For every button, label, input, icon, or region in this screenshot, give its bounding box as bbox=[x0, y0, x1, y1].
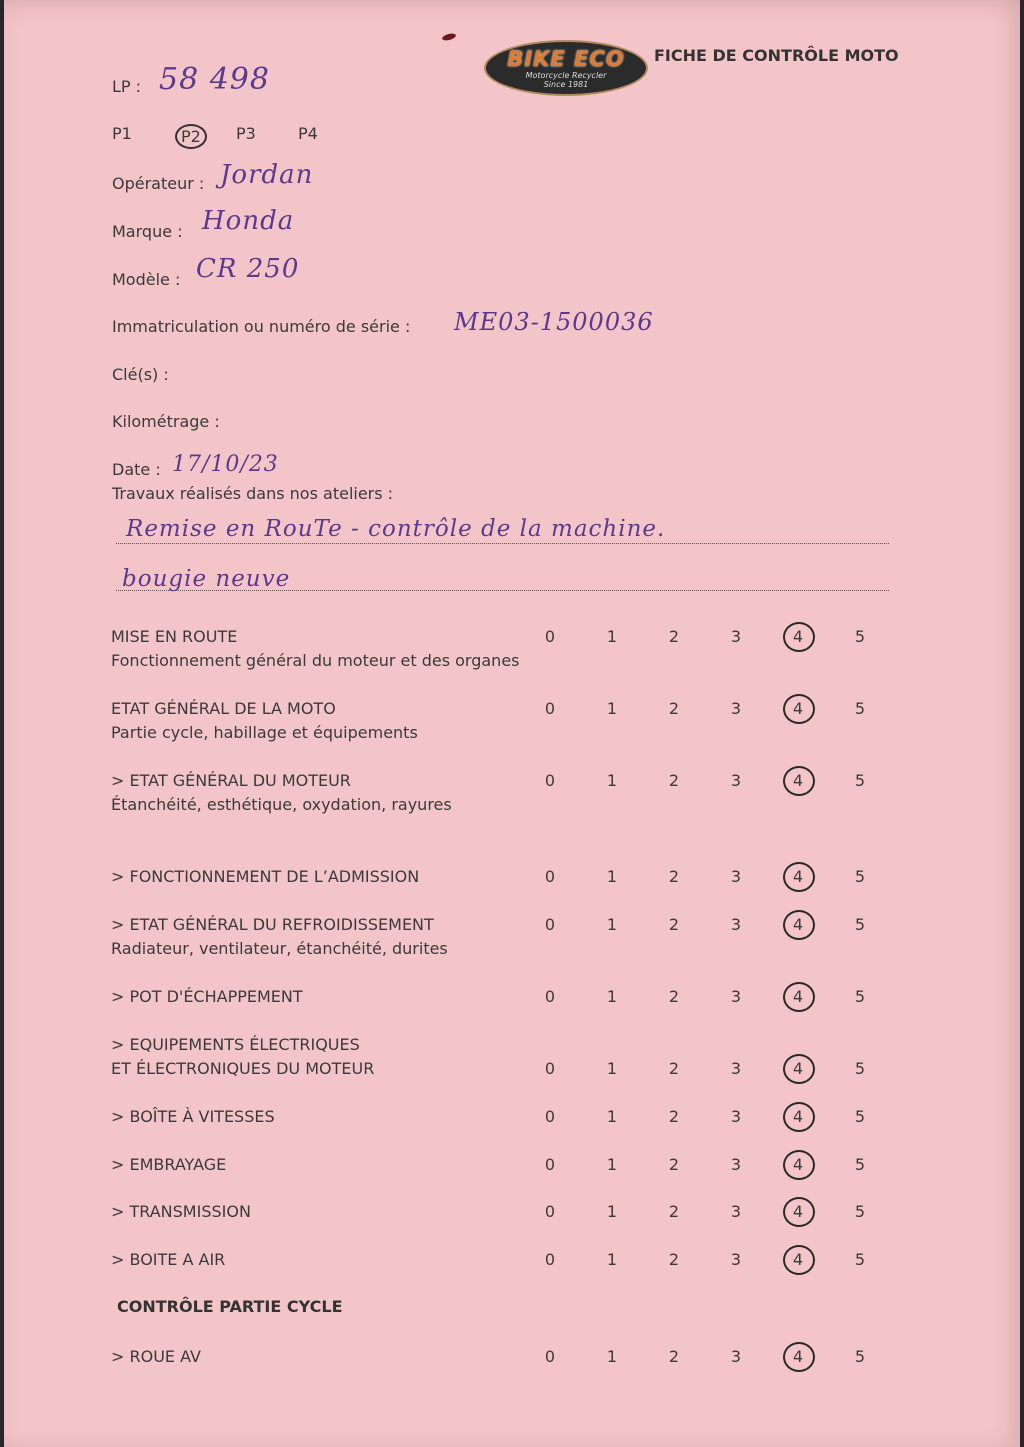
form-sheet bbox=[4, 0, 1020, 1447]
row-title: > ETAT GÉNÉRAL DU MOTEUR bbox=[111, 771, 351, 790]
score-option-1[interactable]: 1 bbox=[606, 867, 618, 886]
score-option-0[interactable]: 0 bbox=[544, 1347, 556, 1366]
section-partie-cycle: CONTRÔLE PARTIE CYCLE bbox=[117, 1297, 343, 1316]
score-option-1[interactable]: 1 bbox=[606, 1107, 618, 1126]
logo-sub2: Since 1981 bbox=[543, 80, 589, 89]
ink-spot bbox=[441, 32, 456, 41]
row-title: > BOÎTE À VITESSES bbox=[111, 1107, 275, 1126]
score-option-3[interactable]: 3 bbox=[730, 987, 742, 1006]
score-option-3[interactable]: 3 bbox=[730, 1250, 742, 1269]
marque-label: Marque : bbox=[112, 222, 183, 241]
row-title: > BOITE A AIR bbox=[111, 1250, 226, 1269]
modele-value[interactable]: CR 250 bbox=[196, 254, 300, 284]
score-option-2[interactable]: 2 bbox=[668, 771, 680, 790]
modele-label: Modèle : bbox=[112, 270, 181, 289]
score-option-4[interactable]: 4 bbox=[788, 987, 808, 1006]
operateur-label: Opérateur : bbox=[112, 174, 205, 193]
score-option-5[interactable]: 5 bbox=[854, 771, 866, 790]
score-option-5[interactable]: 5 bbox=[854, 987, 866, 1006]
travaux-line-2[interactable]: bougie neuve bbox=[122, 566, 291, 592]
score-option-3[interactable]: 3 bbox=[730, 771, 742, 790]
travaux-line-1[interactable]: Remise en RouTe - contrôle de la machine. bbox=[126, 516, 666, 542]
score-option-2[interactable]: 2 bbox=[668, 1059, 680, 1078]
score-option-4[interactable]: 4 bbox=[788, 915, 808, 934]
score-option-5[interactable]: 5 bbox=[854, 627, 866, 646]
score-option-4[interactable]: 4 bbox=[788, 771, 808, 790]
travaux-label: Travaux réalisés dans nos ateliers : bbox=[112, 484, 394, 503]
score-option-4[interactable]: 4 bbox=[788, 1250, 808, 1269]
dotted-line-1 bbox=[116, 543, 889, 544]
score-option-4[interactable]: 4 bbox=[788, 627, 808, 646]
score-option-5[interactable]: 5 bbox=[854, 867, 866, 886]
score-option-2[interactable]: 2 bbox=[668, 1250, 680, 1269]
score-option-1[interactable]: 1 bbox=[606, 1250, 618, 1269]
score-option-3[interactable]: 3 bbox=[730, 1059, 742, 1078]
priority-option-p3[interactable]: P3 bbox=[236, 124, 256, 143]
score-option-0[interactable]: 0 bbox=[544, 1107, 556, 1126]
score-option-1[interactable]: 1 bbox=[606, 1155, 618, 1174]
row-subtitle: Fonctionnement général du moteur et des organes bbox=[111, 651, 520, 670]
lp-label: LP : bbox=[112, 77, 142, 96]
logo-sub1: Motorcycle Recycler bbox=[525, 71, 607, 80]
score-option-2[interactable]: 2 bbox=[668, 987, 680, 1006]
score-option-0[interactable]: 0 bbox=[544, 1155, 556, 1174]
priority-option-p4[interactable]: P4 bbox=[298, 124, 318, 143]
cles-label: Clé(s) : bbox=[112, 365, 169, 384]
score-option-2[interactable]: 2 bbox=[668, 1155, 680, 1174]
score-option-5[interactable]: 5 bbox=[854, 915, 866, 934]
score-option-5[interactable]: 5 bbox=[854, 1059, 866, 1078]
form-title: FICHE DE CONTRÔLE MOTO bbox=[654, 46, 899, 65]
score-option-2[interactable]: 2 bbox=[668, 699, 680, 718]
score-option-2[interactable]: 2 bbox=[668, 867, 680, 886]
row-title: > TRANSMISSION bbox=[111, 1202, 251, 1221]
score-option-1[interactable]: 1 bbox=[606, 1059, 618, 1078]
row-title: ETAT GÉNÉRAL DE LA MOTO bbox=[111, 699, 336, 718]
row-title: > ROUE AV bbox=[111, 1347, 201, 1366]
score-option-1[interactable]: 1 bbox=[606, 987, 618, 1006]
score-option-1[interactable]: 1 bbox=[606, 627, 618, 646]
score-option-3[interactable]: 3 bbox=[730, 627, 742, 646]
score-option-5[interactable]: 5 bbox=[854, 1107, 866, 1126]
score-option-1[interactable]: 1 bbox=[606, 915, 618, 934]
score-option-4[interactable]: 4 bbox=[788, 699, 808, 718]
score-option-0[interactable]: 0 bbox=[544, 867, 556, 886]
score-option-4[interactable]: 4 bbox=[788, 1155, 808, 1174]
operateur-value[interactable]: Jordan bbox=[220, 160, 314, 190]
lp-value[interactable]: 58 498 bbox=[159, 62, 270, 97]
row-title: > EMBRAYAGE bbox=[111, 1155, 227, 1174]
score-option-5[interactable]: 5 bbox=[854, 1155, 866, 1174]
score-option-5[interactable]: 5 bbox=[854, 1250, 866, 1269]
row-subtitle: Partie cycle, habillage et équipements bbox=[111, 723, 418, 742]
dotted-line-2 bbox=[116, 590, 889, 591]
row-title: > EQUIPEMENTS ÉLECTRIQUES bbox=[111, 1035, 360, 1054]
score-option-3[interactable]: 3 bbox=[730, 1155, 742, 1174]
immat-label: Immatriculation ou numéro de série : bbox=[112, 317, 411, 336]
score-option-5[interactable]: 5 bbox=[854, 1347, 866, 1366]
date-label: Date : bbox=[112, 460, 161, 479]
priority-option-p2[interactable]: P2 bbox=[175, 124, 207, 149]
bike-eco-logo bbox=[484, 40, 648, 96]
score-option-2[interactable]: 2 bbox=[668, 1202, 680, 1221]
score-option-4[interactable]: 4 bbox=[788, 1059, 808, 1078]
row-subtitle: Étanchéité, esthétique, oxydation, rayures bbox=[111, 795, 452, 814]
logo-brand: BIKE ECO bbox=[507, 47, 625, 71]
score-option-4[interactable]: 4 bbox=[788, 1347, 808, 1366]
immat-value[interactable]: ME03-1500036 bbox=[454, 308, 654, 336]
score-option-0[interactable]: 0 bbox=[544, 699, 556, 718]
score-option-4[interactable]: 4 bbox=[788, 1107, 808, 1126]
row-subtitle: Radiateur, ventilateur, étanchéité, durites bbox=[111, 939, 448, 958]
score-option-4[interactable]: 4 bbox=[788, 1202, 808, 1221]
priority-option-p1[interactable]: P1 bbox=[112, 124, 132, 143]
score-option-3[interactable]: 3 bbox=[730, 867, 742, 886]
score-option-3[interactable]: 3 bbox=[730, 1347, 742, 1366]
score-option-3[interactable]: 3 bbox=[730, 1202, 742, 1221]
km-label: Kilométrage : bbox=[112, 412, 220, 431]
row-title: > POT D'ÉCHAPPEMENT bbox=[111, 987, 303, 1006]
score-option-0[interactable]: 0 bbox=[544, 1250, 556, 1269]
score-option-3[interactable]: 3 bbox=[730, 1107, 742, 1126]
score-option-0[interactable]: 0 bbox=[544, 915, 556, 934]
row-subtitle: ET ÉLECTRONIQUES DU MOTEUR bbox=[111, 1059, 375, 1078]
marque-value[interactable]: Honda bbox=[202, 206, 295, 236]
date-value[interactable]: 17/10/23 bbox=[172, 452, 279, 477]
row-title: MISE EN ROUTE bbox=[111, 627, 238, 646]
score-option-0[interactable]: 0 bbox=[544, 987, 556, 1006]
score-option-1[interactable]: 1 bbox=[606, 771, 618, 790]
score-option-3[interactable]: 3 bbox=[730, 915, 742, 934]
score-option-2[interactable]: 2 bbox=[668, 915, 680, 934]
score-option-5[interactable]: 5 bbox=[854, 699, 866, 718]
score-option-2[interactable]: 2 bbox=[668, 1107, 680, 1126]
score-option-4[interactable]: 4 bbox=[788, 867, 808, 886]
score-option-5[interactable]: 5 bbox=[854, 1202, 866, 1221]
score-option-0[interactable]: 0 bbox=[544, 1059, 556, 1078]
row-title: > ETAT GÉNÉRAL DU REFROIDISSEMENT bbox=[111, 915, 434, 934]
score-option-0[interactable]: 0 bbox=[544, 1202, 556, 1221]
score-option-3[interactable]: 3 bbox=[730, 699, 742, 718]
score-option-1[interactable]: 1 bbox=[606, 1202, 618, 1221]
score-option-1[interactable]: 1 bbox=[606, 699, 618, 718]
score-option-2[interactable]: 2 bbox=[668, 1347, 680, 1366]
row-title: > FONCTIONNEMENT DE L’ADMISSION bbox=[111, 867, 420, 886]
score-option-0[interactable]: 0 bbox=[544, 627, 556, 646]
score-option-0[interactable]: 0 bbox=[544, 771, 556, 790]
score-option-1[interactable]: 1 bbox=[606, 1347, 618, 1366]
score-option-2[interactable]: 2 bbox=[668, 627, 680, 646]
